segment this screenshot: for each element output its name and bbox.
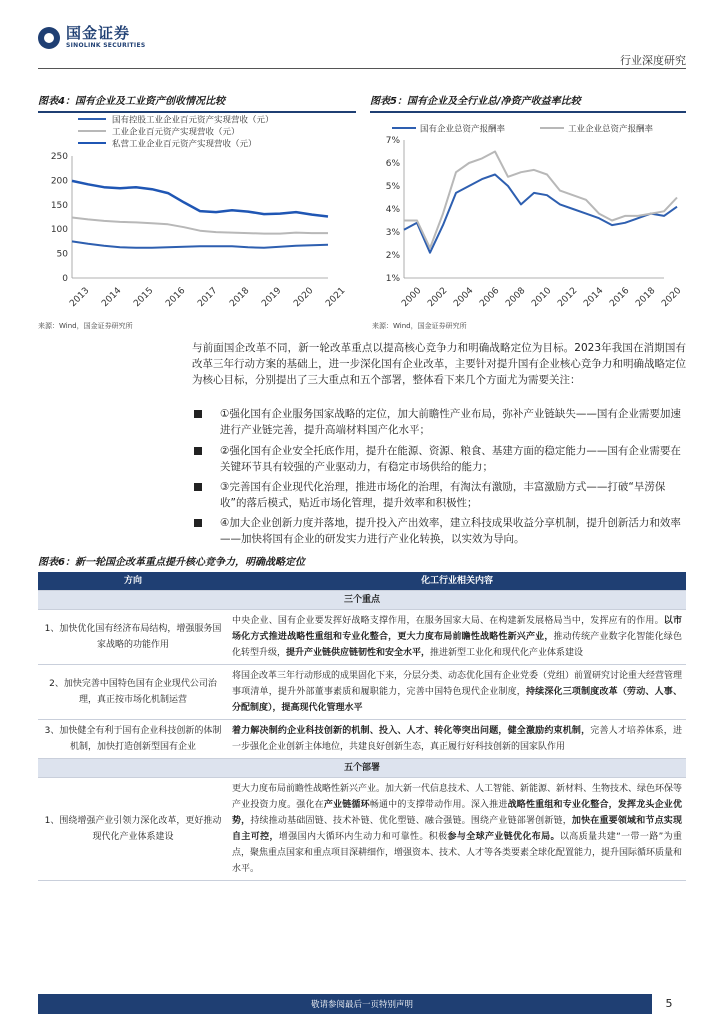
x-tick-label: 2002: [426, 285, 450, 310]
bullet-item: [192, 479, 686, 511]
x-tick-label: 2010: [530, 285, 554, 310]
content-segment: 加快在重要领域和节点实现自主可控，: [232, 816, 682, 842]
y-tick-label: 200: [50, 176, 68, 187]
x-tick-label: 2018: [228, 285, 252, 310]
content-segment: 持续深化三项制度改革（劳动、人事、分配制度），提高现代化管理水平: [232, 687, 682, 713]
x-tick-label: 2017: [196, 285, 220, 310]
series-line: [404, 175, 677, 253]
x-tick-label: 2021: [324, 285, 348, 310]
x-tick-label: 2000: [400, 285, 424, 310]
y-tick-label: 100: [50, 225, 68, 236]
content-segment: 更大力度布局前瞻性战略性新兴产业。加大新一代信息技术、人工智能、新能源、新材料、生物技术、绿色环保等产业投资力度。强化在: [232, 784, 683, 810]
header-divider: [38, 68, 686, 69]
content-segment: 以市场化方式推进战略性重组和专业化整合，更大力度布局前瞻性战略性新兴产业，: [232, 616, 682, 642]
logo-mark-icon: [38, 27, 60, 49]
section-label-five-deploy: 五个部署: [38, 759, 686, 778]
logo-en-text: SINOLINK SECURITIES: [66, 42, 146, 49]
x-tick-label: 2020: [660, 285, 684, 310]
x-tick-label: 2012: [556, 285, 580, 310]
y-tick-label: 1%: [385, 274, 400, 284]
row-content: [228, 665, 686, 720]
x-tick-label: 2013: [68, 285, 92, 310]
x-tick-label: 2018: [634, 285, 658, 310]
section-row: [38, 759, 686, 778]
figure6-title: 图表6：新一轮国企改革重点提升核心竞争力，明确战略定位: [38, 557, 305, 568]
bullet-square-icon: [194, 519, 202, 527]
figure5-chart: [370, 110, 686, 316]
y-tick-label: 0: [62, 274, 68, 284]
series-line: [72, 181, 328, 217]
content-segment: 增强国内大循环内生动力和可靠性。积极: [278, 832, 448, 842]
content-segment: 完善人才培养体系，进一步强化企业创新主体地位，共建良好创新生态，真正履行好科技创新的国家队作用: [232, 726, 682, 752]
content-segment: 中央企业、国有企业要发挥好战略支撑作用，在服务国家大局、在构建新发展格局当中，发挥应有的作用。: [232, 616, 664, 626]
table-header-row: [38, 572, 686, 591]
footer-bar: [38, 994, 686, 1014]
figure5-title: 图表5：国有企业及全行业总/净资产收益率比较: [370, 92, 686, 113]
x-tick-label: 2014: [100, 285, 124, 310]
section-label: 行业深度研究: [620, 54, 686, 67]
x-tick-label: 2019: [260, 285, 284, 310]
y-tick-label: 7%: [385, 136, 400, 146]
y-tick-label: 4%: [385, 205, 400, 215]
row-content: [228, 720, 686, 759]
y-tick-label: 3%: [385, 228, 400, 238]
row-direction: 1、加快优化国有经济布局结构，增强服务国家战略的功能作用: [38, 610, 228, 665]
figure5-source: 来源：Wind，国金证券研究所: [372, 322, 467, 330]
row-content: [228, 610, 686, 665]
table-row: [38, 778, 686, 881]
bullet-square-icon: [194, 447, 202, 455]
series-line: [404, 152, 677, 249]
bullet-item: [192, 515, 686, 547]
x-tick-label: 2020: [292, 285, 316, 310]
table-row: [38, 665, 686, 720]
col-direction-header: 方向: [38, 572, 228, 591]
y-tick-label: 150: [50, 200, 68, 211]
y-tick-label: 2%: [385, 251, 400, 261]
intro-paragraph: 与前面国企改革不同，新一轮改革重点以提高核心竞争力和明确战略定位为目标。2023年我国在消期国有改革三年行动方案的基础上，进一步深化国有企业改革，主要针对提升国有企业核心竞争力和明确战略定位为核心目标，分别提出了三大重点和五个部署，整体看下来几个方面尤为需要关注：: [192, 342, 686, 386]
col-content-header: 化工行业相关内容: [228, 572, 686, 591]
content-segment: 将国企改革三年行动形成的成果固化下来，分层分类、动态优化国有企业党委（党组）前置研究讨论重大经营管理事项清单，提升外部董事素质和履职能力，完善中国特色现代企业制度，: [232, 671, 683, 697]
bullet-item: [192, 406, 686, 438]
row-direction: 2、加快完善中国特色国有企业现代公司治理，真正按市场化机制运营: [38, 665, 228, 720]
series-line: [72, 218, 328, 234]
section-row: [38, 591, 686, 610]
y-tick-label: 50: [56, 249, 68, 260]
y-tick-label: 6%: [385, 159, 400, 169]
x-tick-label: 2006: [478, 285, 502, 310]
page-number: 5: [652, 994, 686, 1014]
bullet-text: ②强化国有企业安全托底作用，提升在能源、资源、粮食、基建方面的稳定能力——国有企业需要在关键环节具有较强的产业驱动力，有稳定市场供给的能力；: [220, 445, 681, 473]
content-segment: 持续推动基础固链、技术补链、优化塑链、融合强链。围绕产业链部署创新链，: [250, 816, 572, 826]
bullet-text: ③完善国有企业现代化治理，推进市场化的治理，有淘汰有激励，丰富激励方式——打破“旱涝保收”的落后模式，贴近市场化管理，提升效率和积极性；: [220, 481, 666, 509]
bullet-square-icon: [194, 410, 202, 418]
x-tick-label: 2014: [582, 285, 606, 310]
figure4-svg: [38, 110, 356, 316]
logo-cn-text: 国金证券: [66, 24, 131, 42]
row-direction: 3、加快健全有利于国有企业科技创新的体制机制，加快打造创新型国有企业: [38, 720, 228, 759]
figure4-chart: [38, 110, 356, 316]
figure5-svg: [370, 110, 686, 316]
y-tick-label: 250: [50, 152, 68, 162]
x-tick-label: 2015: [132, 285, 156, 310]
x-tick-label: 2008: [504, 285, 528, 310]
figure4-source: 来源：Wind，国金证券研究所: [38, 322, 133, 330]
bullet-square-icon: [194, 483, 202, 491]
page-header: [0, 0, 724, 72]
table-row: [38, 720, 686, 759]
content-segment: 着力解决制约企业科技创新的机制、投入、人才、转化等突出问题，健全激励约束机制，: [232, 726, 591, 736]
content-segment: 产业链循环: [323, 800, 370, 810]
bullet-text: ①强化国有企业服务国家战略的定位，加大前瞻性产业布局，弥补产业链缺失——国有企业需要加速进行产业链完善，提升高端材料国产化水平；: [220, 408, 681, 436]
legend-label: 国有企业总资产报酬率: [420, 124, 506, 135]
legend-label: 国有控股工业企业百元资产实现营收（元）: [112, 115, 274, 126]
legend-label: 工业企业百元资产实现营收（元）: [112, 127, 240, 138]
company-logo: [38, 26, 145, 49]
section-label-three-focus: 三个重点: [38, 591, 686, 610]
series-line: [72, 241, 328, 247]
content-segment: 推动传统产业数字化智能化绿色化转型升级，: [232, 632, 682, 658]
legend-label: 私营工业企业百元资产实现营收（元）: [112, 139, 257, 150]
legend-label: 工业企业总资产报酬率: [568, 124, 654, 135]
content-segment: 战略性重组和专业化整合，发挥龙头企业优势，: [232, 800, 682, 826]
footer-disclaimer: 敬请参阅最后一页特别声明: [310, 1000, 413, 1010]
content-segment: 畅通中的支撑带动作用。深入推进: [369, 800, 508, 810]
bullet-item: [192, 443, 686, 475]
content-segment: 提升产业链供应链韧性和安全水平，: [286, 648, 431, 658]
x-tick-label: 2016: [164, 285, 188, 310]
reform-table: [38, 572, 686, 881]
bullet-text: ④加大企业创新力度并落地，提升投入产出效率，建立科技成果收益分享机制，提升创新活力和效率——加快将国有企业的研发实力进行产业化转换，以实效为导向。: [220, 517, 681, 545]
content-segment: 推进新型工业化和现代化产业体系建设: [430, 648, 584, 658]
x-tick-label: 2004: [452, 285, 476, 310]
table-row: [38, 610, 686, 665]
content-segment: 参与全球产业链优化布局。: [447, 832, 560, 842]
figure4-title: 图表4：国有企业及工业资产创收情况比较: [38, 92, 356, 113]
y-tick-label: 5%: [385, 182, 400, 192]
row-content: [228, 778, 686, 881]
x-tick-label: 2016: [608, 285, 632, 310]
content-segment: 以高质量共建“一带一路”为重点，聚焦重点国家和重点项目深耕细作，增强资本、技术、人才等各类要素全球化配置能力，提升国际循环质量和水平。: [232, 832, 683, 874]
row-direction: 1、围绕增强产业引领力深化改革，更好推动现代化产业体系建设: [38, 778, 228, 881]
